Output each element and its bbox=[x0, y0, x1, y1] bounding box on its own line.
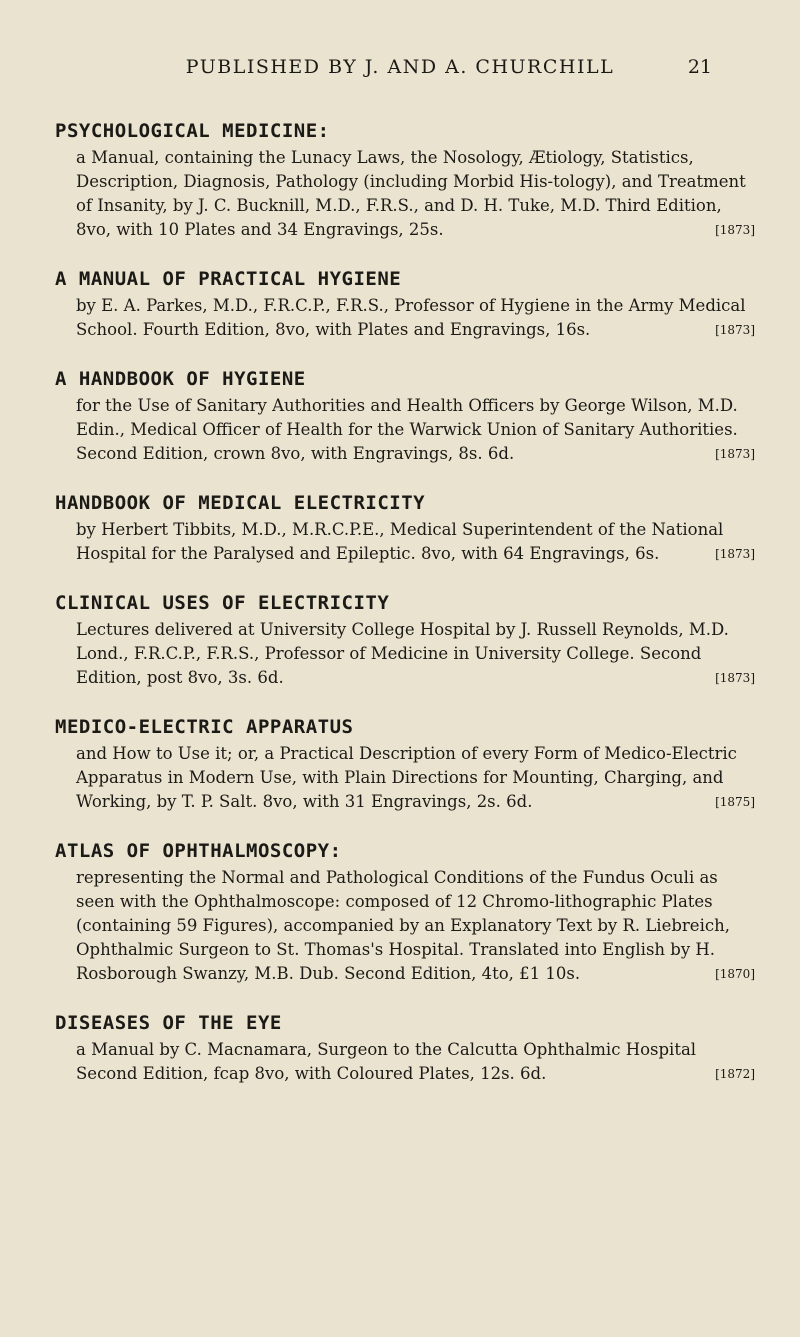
book-description-text: Lectures delivered at University College Hospital by J. Russell Reynolds, M.D. Lond., F.R.C.P., F.R.S., Professor of Medicine in University College. Second Edition, post 8vo, 3s. 6d. bbox=[76, 620, 729, 687]
book-title: DISEASES OF THE EYE bbox=[55, 1012, 282, 1034]
book-entry bbox=[55, 838, 755, 986]
publication-date: [1873] bbox=[715, 547, 755, 561]
book-description-text: a Manual, containing the Lunacy Laws, the Nosology, Ætiology, Statistics, Description, Diagnosis, Pathology (including Morbid His-tology), and Treatment of Insanity, by J. C. Bucknill, M.D., F.R.S., and D. H. Tuke, M.D. Third Edition, 8vo, with 10 Plates and 34 Engravings, 25s. bbox=[76, 148, 746, 239]
publication-date: [1870] bbox=[715, 967, 755, 981]
book-entry bbox=[55, 490, 755, 566]
book-entry bbox=[55, 714, 755, 814]
book-title: A MANUAL OF PRACTICAL HYGIENE bbox=[55, 268, 402, 290]
book-entry bbox=[55, 366, 755, 466]
page-header bbox=[0, 56, 800, 86]
book-title: A HANDBOOK OF HYGIENE bbox=[55, 368, 306, 390]
publication-date: [1873] bbox=[715, 447, 755, 461]
book-title: CLINICAL USES OF ELECTRICITY bbox=[55, 592, 390, 614]
book-description bbox=[76, 618, 755, 690]
publication-date: [1875] bbox=[715, 795, 755, 809]
publication-date: [1872] bbox=[715, 1067, 755, 1081]
book-description-text: a Manual by C. Macnamara, Surgeon to the Calcutta Ophthalmic Hospital Second Edition, fcap 8vo, with Coloured Plates, 12s. 6d. bbox=[76, 1040, 697, 1083]
book-description bbox=[76, 394, 755, 466]
book-description bbox=[76, 866, 755, 986]
book-description-text: by E. A. Parkes, M.D., F.R.C.P., F.R.S., Professor of Hygiene in the Army Medical School. Fourth Edition, 8vo, with Plates and Engravings, 16s. bbox=[76, 296, 746, 339]
book-description bbox=[76, 518, 755, 566]
book-description bbox=[76, 146, 755, 242]
book-description-text: by Herbert Tibbits, M.D., M.R.C.P.E., Medical Superintendent of the National Hospital for the Paralysed and Epileptic. 8vo, with 64 Engravings, 6s. bbox=[76, 520, 724, 563]
book-entry bbox=[55, 1010, 755, 1086]
book-description bbox=[76, 1038, 755, 1086]
book-description bbox=[76, 294, 755, 342]
book-description-text: and How to Use it; or, a Practical Description of every Form of Medico-Electric Apparatus in Modern Use, with Plain Directions for Mounting, Charging, and Working, by T. P. Salt. 8vo, with 31 Engravings, 2s. 6d. bbox=[76, 744, 737, 811]
book-title: PSYCHOLOGICAL MEDICINE: bbox=[55, 120, 330, 142]
book-list bbox=[55, 118, 755, 1110]
publication-date: [1873] bbox=[715, 671, 755, 685]
publication-date: [1873] bbox=[715, 223, 755, 237]
page-number: 21 bbox=[687, 56, 712, 78]
book-title: MEDICO-ELECTRIC APPARATUS bbox=[55, 716, 354, 738]
book-entry bbox=[55, 590, 755, 690]
book-entry bbox=[55, 266, 755, 342]
book-title: HANDBOOK OF MEDICAL ELECTRICITY bbox=[55, 492, 426, 514]
book-description-text: for the Use of Sanitary Authorities and Health Officers by George Wilson, M.D. Edin., Medical Officer of Health for the Warwick Union of Sanitary Authorities. Second Edition, crown 8vo, with Engravings, 8s. 6d. bbox=[76, 396, 738, 463]
running-head: PUBLISHED BY J. AND A. CHURCHILL bbox=[185, 56, 615, 78]
book-description bbox=[76, 742, 755, 814]
book-description-text: representing the Normal and Pathological Conditions of the Fundus Oculi as seen with the Ophthalmoscope: composed of 12 Chromo-lithographic Plates (containing 59 Figures), accompanied by an Explanatory Text by R. Liebreich, Ophthalmic Surgeon to St. Thomas's Hospital. Translated into English by H. Rosborough Swanzy, M.B. Dub. Second Edition, 4to, £1 10s. bbox=[76, 868, 730, 983]
book-title: ATLAS OF OPHTHALMOSCOPY: bbox=[55, 840, 342, 862]
publication-date: [1873] bbox=[715, 323, 755, 337]
book-entry bbox=[55, 118, 755, 242]
